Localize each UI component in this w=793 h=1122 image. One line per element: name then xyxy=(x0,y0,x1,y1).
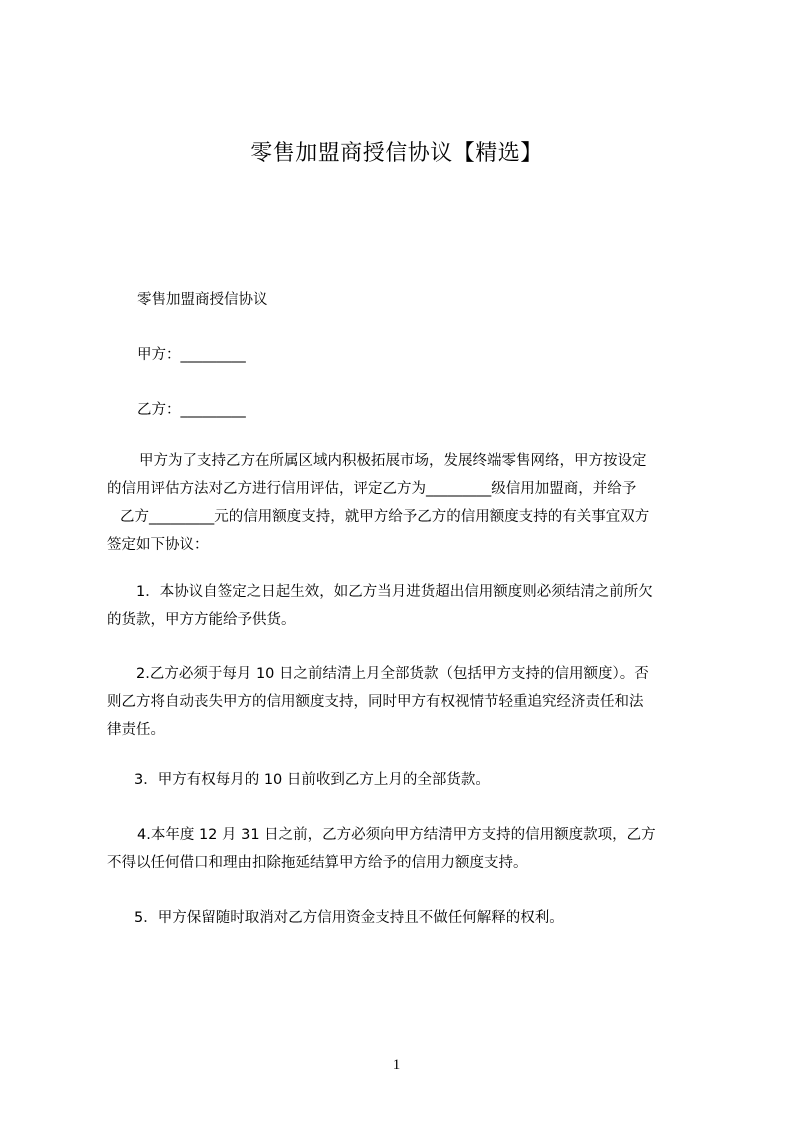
clause-line: 不得以任何借口和理由扣除拖延结算甲方给予的信用力额度支持。 xyxy=(107,855,528,871)
agreement-heading: 零售加盟商授信协议 xyxy=(137,292,268,308)
page-number: 1 xyxy=(392,1057,401,1073)
clause-3 xyxy=(0,766,490,794)
document-title: 零售加盟商授信协议【精选】 xyxy=(250,141,543,166)
clause-line: 5．甲方保留随时取消对乙方信用资金支持且不做任何解释的权利。 xyxy=(134,910,564,926)
clause-line: 4.本年度 12 月 31 日之前，乙方必须向甲方结清甲方支持的信用额度款项，乙方 xyxy=(137,827,656,843)
clause-5 xyxy=(0,904,564,932)
intro-line: 乙方_________元的信用额度支持，就甲方给予乙方的信用额度支持的有关事宜双方 xyxy=(120,509,650,525)
clause-line: 3．甲方有权每月的 10 日前收到乙方上月的全部货款。 xyxy=(134,772,490,788)
clause-2 xyxy=(0,660,649,744)
intro-line: 签定如下协议： xyxy=(107,537,209,553)
clause-1 xyxy=(0,578,653,634)
intro-line: 的信用评估方法对乙方进行信用评估，评定乙方为_________级信用加盟商，并给予 xyxy=(107,481,637,497)
party-a-line: 甲方：_________ xyxy=(137,347,246,363)
clause-line: 2.乙方必须于每月 10 日之前结清上月全部货款（包括甲方支持的信用额度）。否 xyxy=(136,666,649,682)
intro-paragraph xyxy=(0,447,649,559)
clause-line: 的货款，甲方方能给予供货。 xyxy=(107,612,296,628)
clause-4 xyxy=(0,821,656,877)
intro-line: 甲方为了支持乙方在所属区域内积极拓展市场，发展终端零售网络，甲方按设定 xyxy=(139,453,647,469)
clause-line: 1．本协议自签定之日起生效，如乙方当月进货超出信用额度则必须结清之前所欠 xyxy=(136,584,653,600)
party-b-line: 乙方：_________ xyxy=(137,402,246,418)
clause-line: 律责任。 xyxy=(107,722,165,738)
clause-line: 则乙方将自动丧失甲方的信用额度支持，同时甲方有权视情节轻重追究经济责任和法 xyxy=(107,694,644,710)
